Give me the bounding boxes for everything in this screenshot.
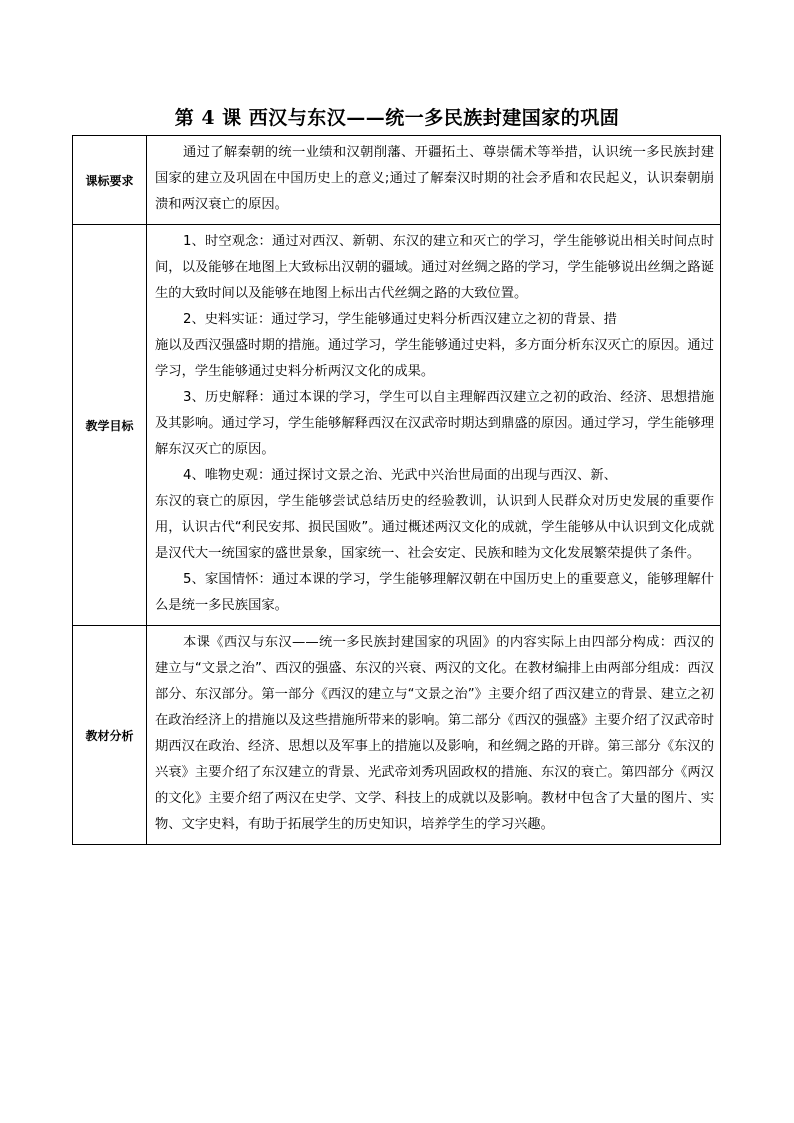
standards-content <box>147 136 721 225</box>
page-title: 第 4 课 西汉与东汉——统一多民族封建国家的巩固 <box>174 107 620 129</box>
objectives-content <box>147 225 721 626</box>
objective-materialism-line2: 东汉的衰亡的原因，学生能够尝试总结历史的经验教训，认识到人民群众对历史发展的重要作用，认识古代“利民安邦、损民国败”。通过概述两汉文化的成就，学生能够从中认识到文化成就是汉代大一统国家的盛世景象，国家统一、社会安定、民族和睦为文化发展繁荣提供了条件。 <box>155 494 714 561</box>
standards-paragraph: 通过了解秦朝的统一业绩和汉朝削藩、开疆拓土、尊崇儒术等举措，认识统一多民族封建国家的建立及巩固在中国历史上的意义;通过了解秦汉时期的社会矛盾和农民起义，认识秦朝崩溃和两汉衰亡的原因。 <box>155 145 714 212</box>
objectives-label: 教学目标 <box>73 225 147 626</box>
lesson-plan-table <box>72 135 721 845</box>
objective-time-space: 1、时空观念：通过对西汉、新朝、东汉的建立和灭亡的学习，学生能够说出相关时间点时间，以及能够在地图上大致标出汉朝的疆域。通过对丝绸之路的学习，学生能够说出丝绸之路诞生的大致时间以及能够在地图上标出古代丝绸之路的大致位置。 <box>155 234 714 301</box>
objective-evidence-line2: 施以及西汉强盛时期的措施。通过学习，学生能够通过史料，多方面分析东汉灭亡的原因。通过学习，学生能够通过史料分析两汉文化的成果。 <box>155 338 714 379</box>
objective-patriotism: 5、家国情怀：通过本课的学习，学生能够理解汉朝在中国历史上的重要意义，能够理解什么是统一多民族国家。 <box>155 572 714 613</box>
materials-paragraph: 本课《西汉与东汉——统一多民族封建国家的巩固》的内容实际上由四部分构成：西汉的建立与“文景之治”、西汉的强盛、东汉的兴衰、两汉的文化。在教材编排上由两部分组成：西汉部分、东汉部分。第一部分《西汉的建立与“文景之治”》主要介绍了西汉建立的背景、建立之初在政治经济上的措施以及这些措施所带来的影响。第二部分《西汉的强盛》主要介绍了汉武帝时期西汉在政治、经济、思想以及军事上的措施以及影响，和丝绸之路的开辟。第三部分《东汉的兴衰》主要介绍了东汉建立的背景、光武帝刘秀巩固政权的措施、东汉的衰亡。第四部分《两汉的文化》主要介绍了两汉在史学、文学、科技上的成就以及影响。教材中包含了大量的图片、实物、文字史料，有助于拓展学生的历史知识，培养学生的学习兴趣。 <box>155 635 714 832</box>
materials-content <box>147 626 721 845</box>
objective-materialism-line1: 4、唯物史观：通过探讨文景之治、光武中兴治世局面的出现与西汉、新、 <box>183 468 617 483</box>
table-row-materials <box>73 626 721 845</box>
objective-evidence-line1: 2、史料实证：通过学习，学生能够通过史料分析西汉建立之初的背景、措 <box>183 312 617 327</box>
table-row-objectives <box>73 225 721 626</box>
materials-label: 教材分析 <box>73 626 147 845</box>
objective-interpretation: 3、历史解释：通过本课的学习，学生可以自主理解西汉建立之初的政治、经济、思想措施及其影响。通过学习，学生能够解释西汉在汉武帝时期达到鼎盛的原因。通过学习，学生能够理解东汉灭亡的原因。 <box>155 390 714 457</box>
standards-label: 课标要求 <box>73 136 147 225</box>
table-row-standards <box>73 136 721 225</box>
